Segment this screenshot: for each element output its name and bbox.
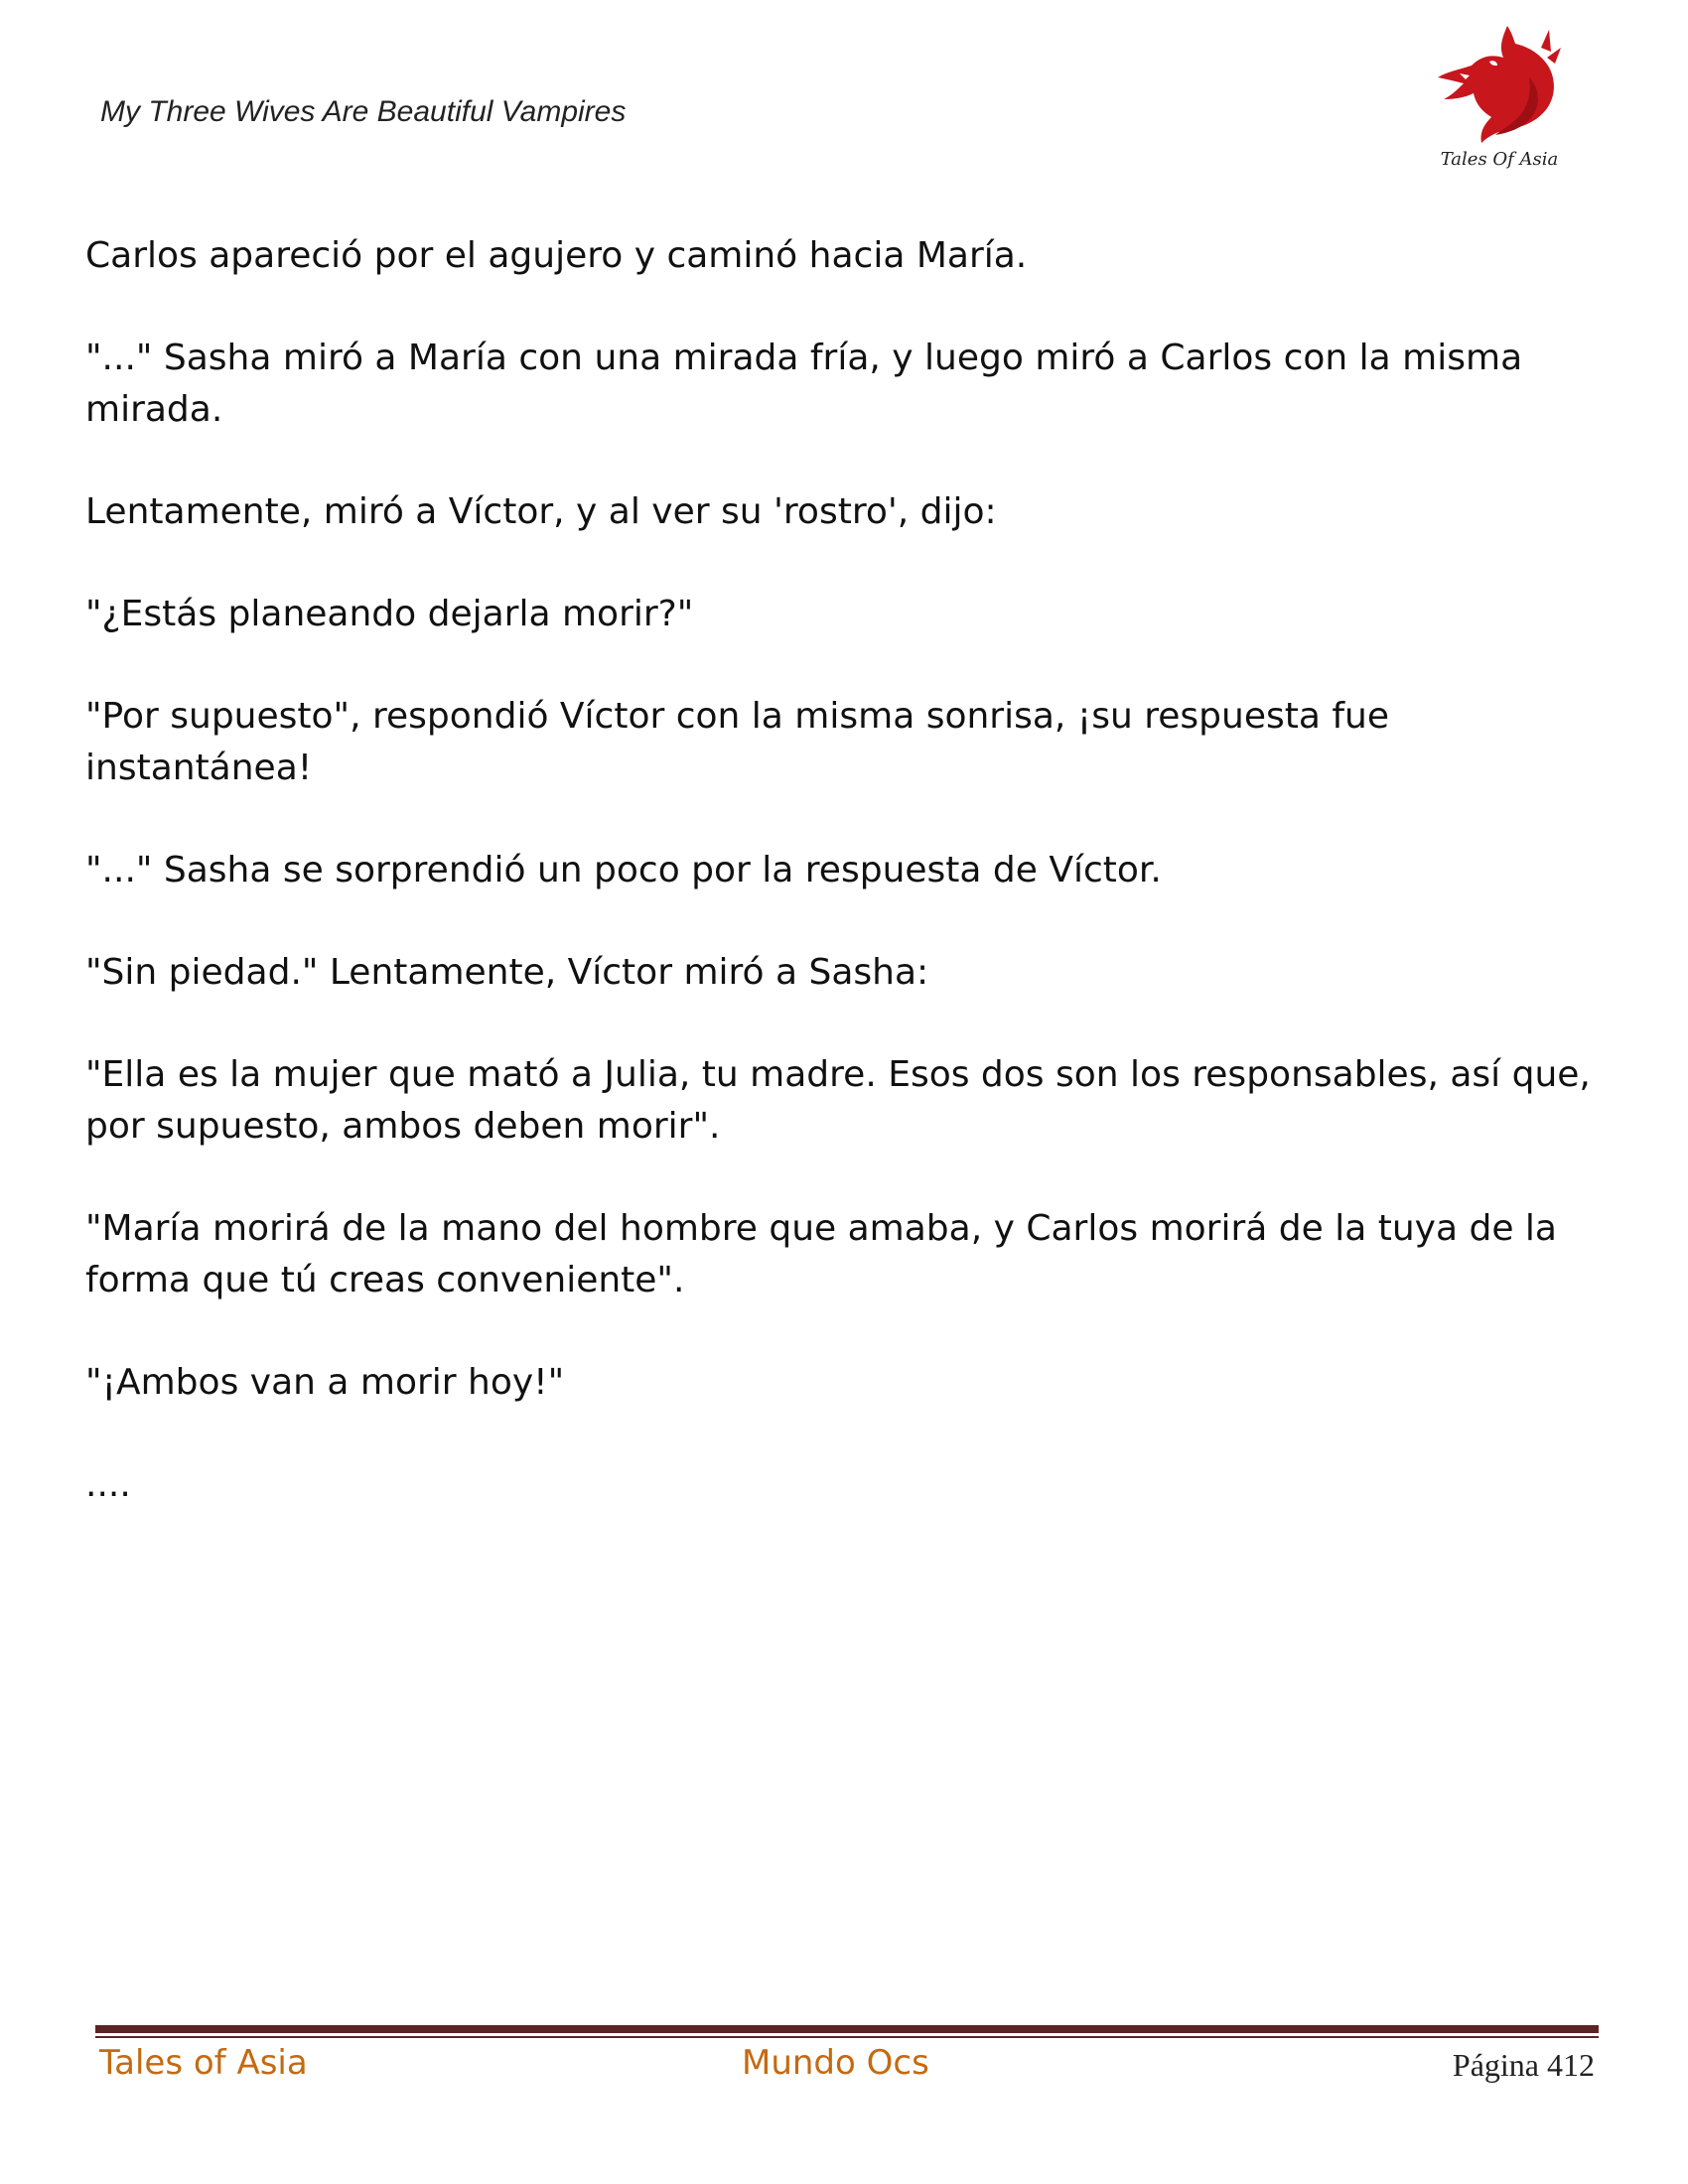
paragraph: "¿Estás planeando dejarla morir?" xyxy=(85,594,694,634)
paragraph: "Ella es la mujer que mató a Julia, tu madre. Esos dos son los responsables, así que, por supuesto, ambos deben morir". xyxy=(85,1054,1591,1147)
paragraph: Carlos apareció por el agujero y caminó hacia María. xyxy=(85,235,1028,276)
footer-site: Mundo Ocs xyxy=(742,2043,929,2083)
page-number: Página 412 xyxy=(1452,2047,1595,2083)
paragraph: "Por supuesto", respondió Víctor con la misma sonrisa, ¡su respuesta fue instantánea! xyxy=(85,696,1389,788)
chapter-text xyxy=(85,230,1615,1562)
paragraph: "María morirá de la mano del hombre que amaba, y Carlos morirá de la tuya de la forma que tú creas conveniente". xyxy=(85,1208,1557,1300)
logo-text: Tales Of Asia xyxy=(1440,149,1559,170)
paragraph: "Sin piedad." Lentamente, Víctor miró a Sasha: xyxy=(85,952,929,993)
paragraph: "..." Sasha se sorprendió un poco por la respuesta de Víctor. xyxy=(85,850,1162,890)
footer-divider-thin xyxy=(95,2036,1599,2038)
paragraph: Lentamente, miró a Víctor, y al ver su 'rostro', dijo: xyxy=(85,491,997,532)
paragraph: .... xyxy=(85,1464,131,1505)
tales-of-asia-logo xyxy=(1430,18,1569,187)
paragraph: "¡Ambos van a morir hoy!" xyxy=(85,1362,565,1403)
footer-divider xyxy=(95,2025,1599,2033)
book-title: My Three Wives Are Beautiful Vampires xyxy=(100,95,627,128)
footer-publisher: Tales of Asia xyxy=(99,2043,308,2083)
paragraph: "..." Sasha miró a María con una mirada fría, y luego miró a Carlos con la misma mirada. xyxy=(85,338,1523,430)
